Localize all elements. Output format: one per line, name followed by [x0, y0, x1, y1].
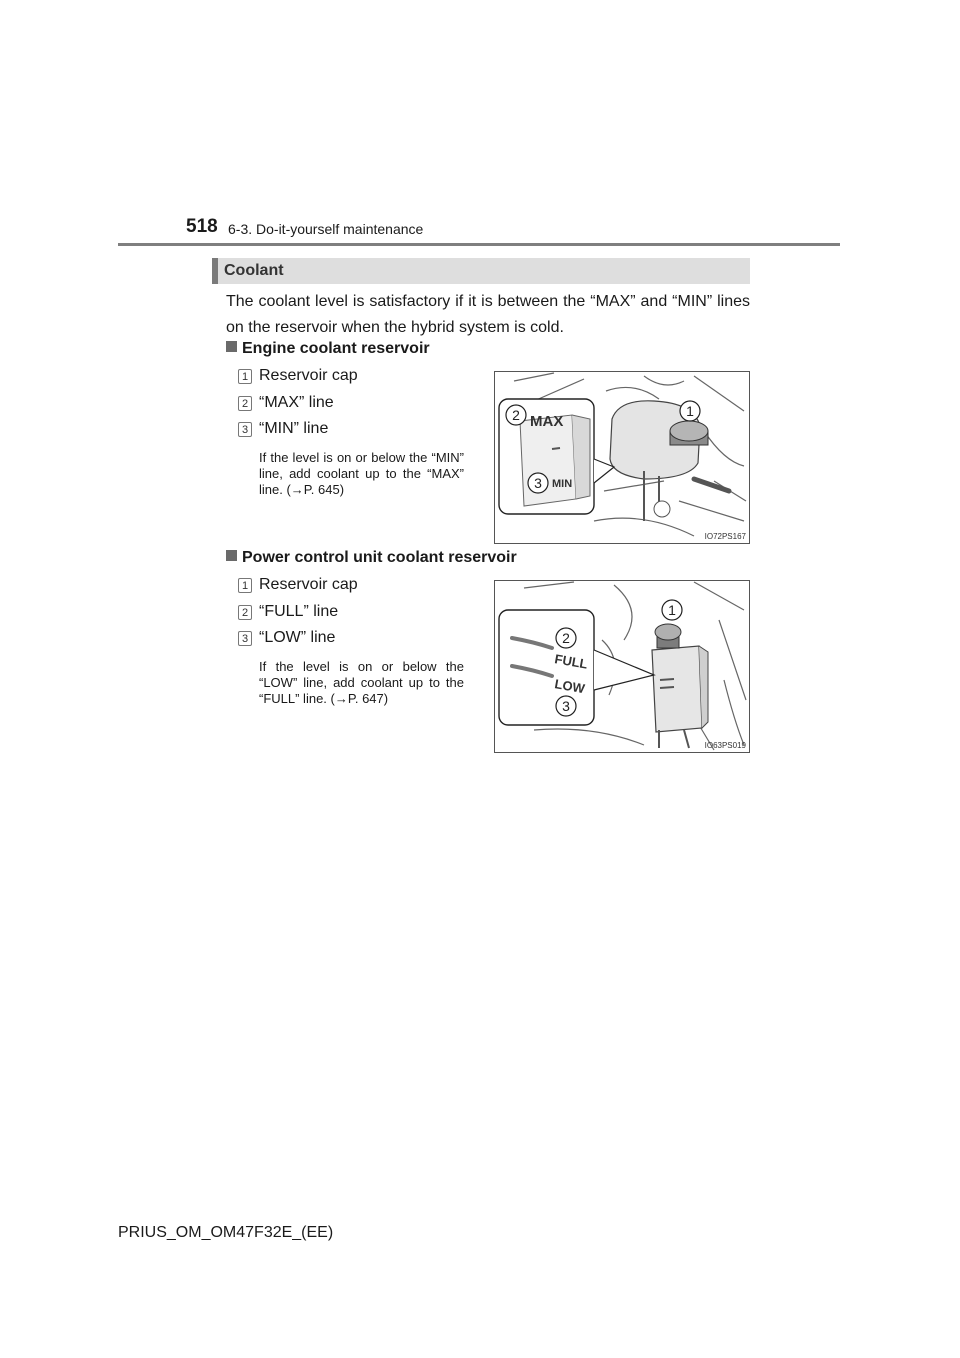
square-bullet-icon — [226, 341, 237, 352]
intro-paragraph: The coolant level is satisfactory if it is between the “MAX” and “MIN” lines on the reservoir when the hybrid system is cold. — [226, 293, 750, 336]
callout-3-marker: 3 — [534, 475, 542, 491]
full-embossed-mark: FULL — [553, 651, 589, 672]
callout-1-marker: 1 — [668, 602, 676, 618]
engine-note: If the level is on or below the “MIN” line, add coolant up to the “MAX” line. (→P. 645) — [259, 450, 464, 497]
page-number: 518 — [186, 216, 218, 237]
engine-reservoir-illustration — [494, 371, 750, 544]
callout-label: “MAX” line — [259, 394, 334, 411]
title-bar-edge — [212, 258, 218, 284]
footer-document-code: PRIUS_OM_OM47F32E_(EE) — [118, 1224, 334, 1241]
callout-2-marker: 2 — [512, 407, 520, 423]
pcu-note: If the level is on or below the “LOW” line, add coolant up to the “FULL” line. (→P. 647) — [259, 659, 464, 706]
figure-code: IO72PS167 — [704, 532, 746, 541]
callout-1-marker: 1 — [686, 403, 694, 419]
engine-reservoir-figure — [494, 371, 750, 544]
callout-label: Reservoir cap — [259, 576, 358, 593]
callout-number: 1 — [238, 369, 252, 384]
engine-reservoir-heading-text: Engine coolant reservoir — [242, 340, 430, 357]
callout-number: 1 — [238, 578, 252, 593]
pcu-reservoir-heading — [226, 549, 517, 567]
callout-label: “MIN” line — [259, 420, 329, 437]
callout-label: “LOW” line — [259, 629, 336, 646]
callout-3-marker: 3 — [562, 698, 570, 714]
header-rule — [118, 243, 840, 246]
callout-label: “FULL” line — [259, 603, 339, 620]
callout-number: 2 — [238, 396, 252, 411]
callout-label: Reservoir cap — [259, 367, 358, 384]
min-embossed-mark: MIN — [552, 478, 573, 490]
square-bullet-icon — [226, 550, 237, 561]
topic-title-bar — [212, 258, 750, 284]
section-title: 6-3. Do-it-yourself maintenance — [228, 221, 424, 237]
figure-code: IO63PS019 — [704, 741, 746, 750]
callout-number: 2 — [238, 605, 252, 620]
max-embossed-mark: MAX — [530, 413, 564, 430]
engine-reservoir-heading — [226, 340, 430, 358]
callout-number: 3 — [238, 422, 252, 437]
pcu-reservoir-illustration — [494, 580, 750, 753]
topic-title: Coolant — [224, 262, 284, 279]
callout-2-marker: 2 — [562, 630, 570, 646]
callout-number: 3 — [238, 631, 252, 646]
low-embossed-mark: LOW — [553, 676, 586, 697]
pcu-reservoir-heading-text: Power control unit coolant reservoir — [242, 549, 517, 566]
pcu-reservoir-figure — [494, 580, 750, 753]
